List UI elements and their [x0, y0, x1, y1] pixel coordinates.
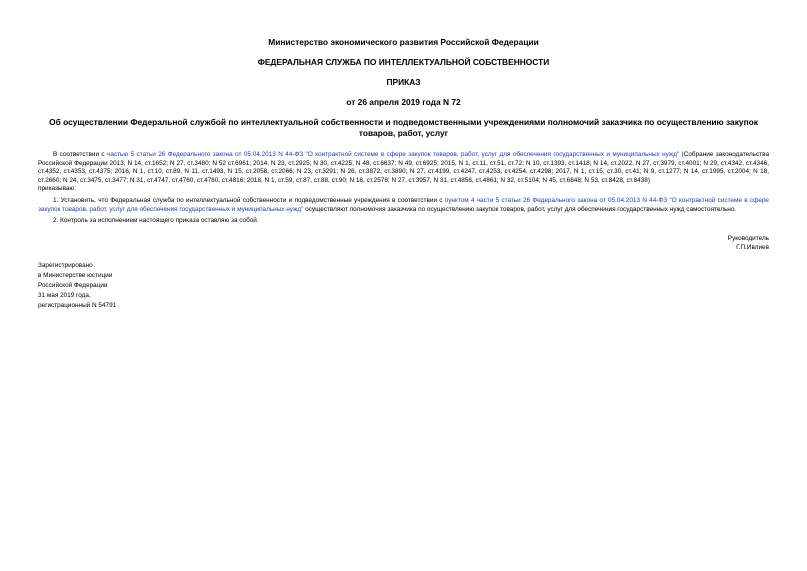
preamble-citations: (Собрание законодательства Российской Федерации 2013, N 14, ст.1652; N 27, ст.3480; N 52 ст.6961; 2014, N 23, ст.2925; N 30, ст.4225; N 48, ст.6637; N 49, ст.6925; 2015, N 1, ст.11, ст.51, ст.72; N 10, ст.1393, ст.1418; N 14, ст.2022, N 27, ст.3979, ст.4001; N 29, ст.4342, ст.4346, ст.4352, ст.4353, ст.4375; 2016, N 1, ст.10, ст.89, N 11, ст.1493, N 15, ст.2058, ст.2066; N 23, ст.3291; N 26, ст.3872, ст.3890; N 27, ст.4199, ст.4247, ст.4253, ст.4254, ст.4298; 2017, N 1, ст.15, ст.30, ст.41; N 9, ст.1277; N 14, ст.1995, ст.2004; N 18, ст.2660; N 24, ст.3475, ст.3477; N 31, ст.4747, ст.4760, ст.4780, ст.4816; 2018, N 1, ст.59, ст.87, ст.88, ст.90; N 18, ст.2578; N 27, ст.3957, N 31, ст.4856, ст.4861; N 32, ст.5104; N 45, ст.6848; N 53, ст.8428, ст.8438)	[38, 151, 770, 184]
item1-prefix: 1. Установить, что Федеральная служба по интеллектуальной собственности и подведомственные учреждения в соответствии с	[53, 196, 445, 204]
order-item-2: 2. Контроль за исполнением настоящего приказа оставляю за собой.	[53, 217, 259, 225]
document-page	[38, 0, 769, 311]
registration-line: регистрационный N 54791	[38, 301, 117, 309]
signature-block	[38, 234, 769, 252]
order-word: приказываю:	[38, 185, 76, 193]
law-reference-link[interactable]: частью 5 статьи 26 Федерального закона от 05.04.2013 N 44-ФЗ "О контрактной системе в сфере закупок товаров, работ, услуг для обеспечения государственных и муниципальных нужд"	[107, 151, 680, 158]
service-heading: ФЕДЕРАЛЬНАЯ СЛУЖБА ПО ИНТЕЛЛЕКТУАЛЬНОЙ СОБСТВЕННОСТИ	[257, 57, 550, 67]
order-item-1	[38, 197, 769, 214]
document-type: ПРИКАЗ	[386, 77, 421, 87]
registration-line: Зарегистрировано	[38, 261, 93, 269]
signatory-name: Г.П.Ивлиев	[736, 243, 769, 251]
registration-line: в Министерстве юстиции	[38, 271, 113, 279]
document-date-number: от 26 апреля 2019 года N 72	[346, 97, 461, 107]
preamble-prefix: В соответствии с	[53, 151, 108, 158]
law-clause-link[interactable]: пунктом 4 части 5 статьи 26 Федерального закона от 05.04.2013 N 44-ФЗ "О контрактной системе в сфере закупок товаров, работ, услуг для обеспечения государственных и муниципальных нужд"	[38, 196, 769, 213]
document-title: Об осуществлении Федеральной службой по интеллектуальной собственности и подведомственными учреждениями полномочий заказчика по осуществлению закупок товаров, работ, услуг	[49, 117, 758, 138]
registration-line: 31 мая 2019 года,	[38, 291, 91, 299]
ministry-heading: Министерство экономического развития Российской Федерации	[268, 37, 539, 47]
registration-block	[38, 261, 769, 311]
registration-line: Российской Федерации	[38, 281, 108, 289]
preamble-paragraph	[38, 151, 769, 185]
item1-suffix: осуществляют полномочия заказчика по осуществлению закупок товаров, работ, услуг для обеспечения государственных нужд самостоятельно.	[303, 205, 737, 213]
signatory-position: Руководитель	[727, 234, 769, 242]
